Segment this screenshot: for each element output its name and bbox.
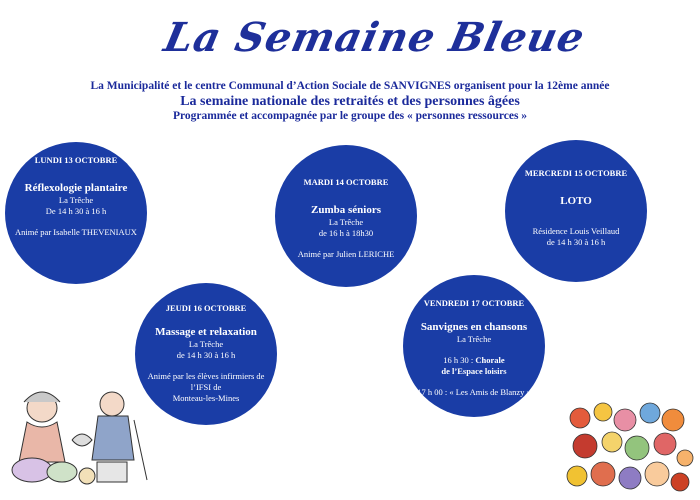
- event-day: MARDI 14 OCTOBRE: [303, 177, 389, 187]
- event-circle-tuesday: [275, 145, 417, 287]
- event-circle-monday: [5, 142, 147, 284]
- event-time: De 14 h 30 à 16 h: [45, 206, 107, 216]
- elderly-people-illustration: [2, 380, 157, 490]
- event-activity: Réflexologie plantaire: [24, 182, 128, 194]
- intro-line-title: La semaine nationale des retraités et des personnes âgées: [180, 94, 520, 109]
- event-activity: Massage et relaxation: [155, 326, 257, 338]
- semaine-bleue-logo: [160, 10, 590, 68]
- event-slot-1-text: Chorale: [475, 355, 505, 365]
- event-circle-wednesday: [505, 140, 647, 282]
- event-host-line: Monteau-les-Mines: [172, 393, 240, 403]
- event-host-line: Animé par les élèves infirmiers de: [147, 371, 265, 381]
- event-place: La Trêche: [188, 339, 224, 349]
- logo-text: La Semaine Bleue: [160, 14, 590, 61]
- intro-line-organizers: La Municipalité et le centre Communal d’Action Sociale de SANVIGNES organisent pour la 12ème année: [90, 80, 610, 92]
- event-place: La Trêche: [58, 195, 94, 205]
- event-day: VENDREDI 17 OCTOBRE: [423, 298, 525, 308]
- event-activity: LOTO: [560, 195, 592, 207]
- event-host-line: l’IFSI de: [190, 382, 222, 392]
- event-place: Résidence Louis Veillaud: [532, 226, 620, 236]
- event-host: Animé par Isabelle THEVENIAUX: [15, 227, 137, 237]
- event-circle-friday: [403, 275, 545, 417]
- event-activity: Zumba séniors: [311, 204, 381, 216]
- event-slot-1: [403, 355, 545, 366]
- event-day: LUNDI 13 OCTOBRE: [34, 155, 118, 165]
- event-activity: Sanvignes en chansons: [420, 321, 528, 333]
- event-slot-1-time: 16 h 30 :: [443, 355, 474, 365]
- event-time: de 14 h 30 à 16 h: [176, 350, 236, 360]
- event-time: de 14 h 30 à 16 h: [546, 237, 606, 247]
- event-day: MERCREDI 15 OCTOBRE: [524, 168, 628, 178]
- event-time: de 16 h à 18h30: [318, 228, 374, 238]
- event-slot-2: 17 h 00 : « Les Amis de Blanzy »: [417, 387, 531, 397]
- event-host: Animé par Julien LERICHE: [297, 249, 395, 259]
- intro-line-subtitle: Programmée et accompagnée par le groupe des « personnes ressources »: [172, 110, 528, 122]
- event-place: La Trêche: [328, 217, 364, 227]
- festive-crowd-illustration: [565, 398, 695, 496]
- event-slot-1-text2: de l’Espace loisirs: [441, 366, 507, 376]
- event-day: JEUDI 16 OCTOBRE: [165, 303, 247, 313]
- event-place: La Trêche: [456, 334, 492, 344]
